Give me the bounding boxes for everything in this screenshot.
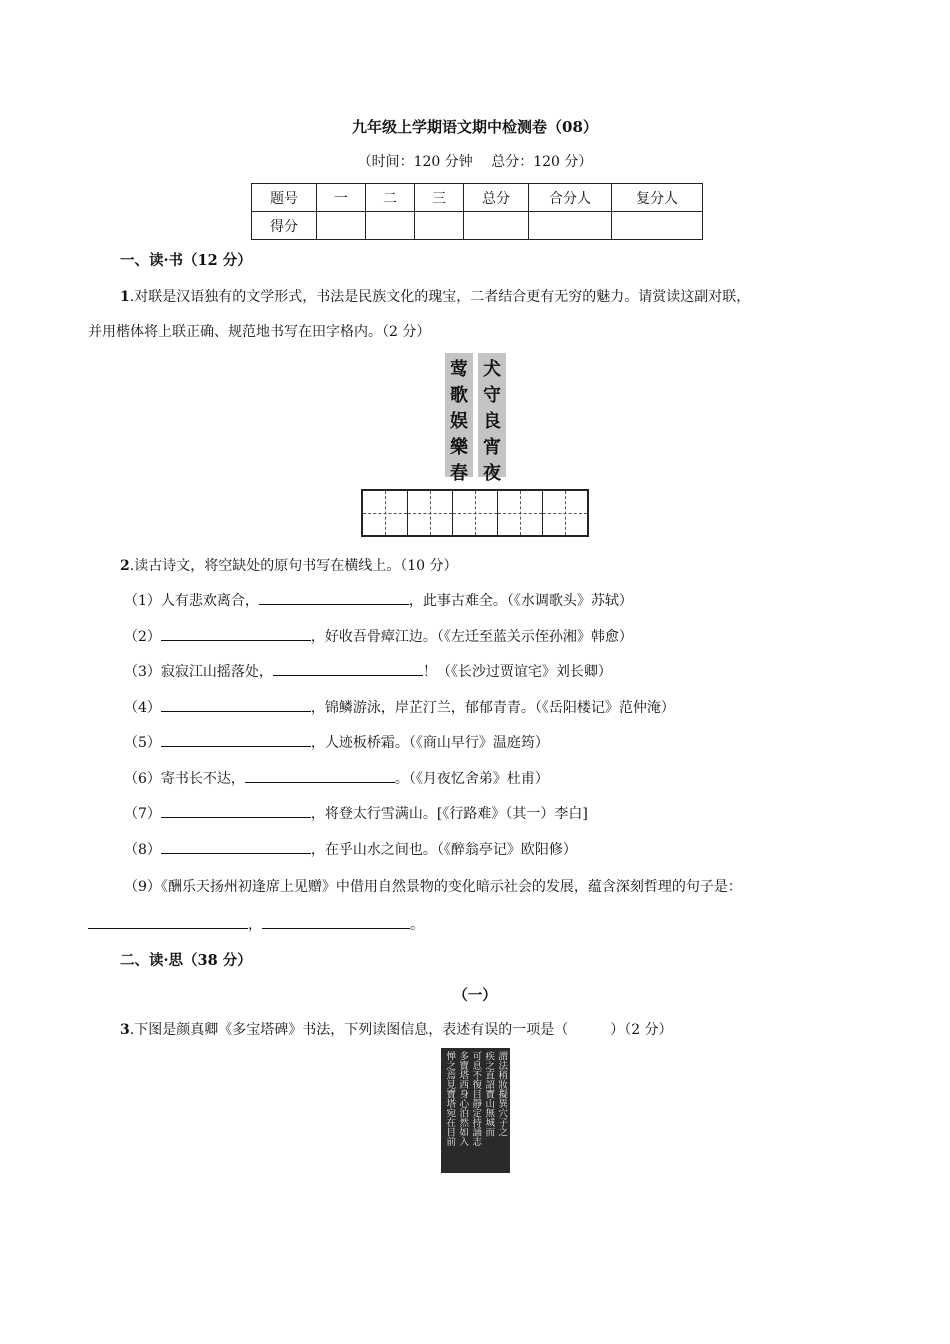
q3-text	[120, 1019, 673, 1039]
fill-item	[124, 803, 588, 823]
fill-blank[interactable]	[161, 839, 311, 854]
q1-text	[120, 286, 750, 306]
page-title: 九年级上学期语文期中检测卷（08）	[352, 118, 598, 136]
couplet-char: 守	[483, 385, 501, 406]
rubbing-column: 惮之焉見寶塔宛在目前	[444, 1051, 456, 1146]
fill-item-post: ，好收吾骨瘴江边。（《左迁至蓝关示侄孙湘》韩愈）	[310, 629, 633, 645]
fill-item	[124, 661, 612, 681]
couplet-char: 莺	[450, 359, 468, 380]
score-table	[251, 183, 703, 240]
fill-item-post: ，此事古难全。（《水调歌头》苏轼）	[408, 593, 633, 609]
couplet-char: 夜	[483, 463, 501, 484]
fill-blank[interactable]	[161, 803, 311, 818]
fill-item-pre: （8）	[124, 842, 161, 858]
fill-item-post: ！（《长沙过贾谊宅》刘长卿）	[422, 664, 612, 680]
score-table-row	[252, 212, 703, 240]
couplet-char: 歌	[450, 385, 468, 406]
score-header-cell: 二	[366, 184, 415, 212]
q1-text-line1: .对联是汉语独有的文学形式，书法是民族文化的瑰宝，二者结合更有无穷的魅力。请赏读这副对联，	[129, 289, 751, 305]
q2-text	[120, 555, 457, 575]
fill-item-9-answer	[88, 914, 424, 934]
fill-blank[interactable]	[259, 590, 409, 605]
fill-blank[interactable]	[161, 732, 311, 747]
couplet-char: 娱	[450, 411, 468, 432]
fill-blank[interactable]	[273, 661, 423, 676]
fill-item-end: 。	[410, 917, 424, 933]
tianzige-cell[interactable]	[363, 491, 408, 535]
score-header-cell: 总分	[464, 184, 529, 212]
couplet-char: 宵	[483, 437, 501, 458]
fill-item-pre: （4）	[124, 700, 161, 716]
couplet-left-scroll	[445, 353, 473, 484]
tianzige-writing-grid[interactable]	[361, 489, 589, 537]
fill-item-pre: （1）人有悲欢离合，	[124, 593, 259, 609]
fill-item-pre: （6）寄书长不达，	[124, 771, 245, 787]
fill-blank[interactable]	[262, 914, 410, 929]
fill-item	[124, 590, 633, 610]
fill-item	[124, 732, 549, 752]
part-label: （一）	[453, 987, 497, 1004]
exam-info: （时间：120 分钟 总分：120 分）	[357, 154, 593, 170]
tianzige-cell[interactable]	[453, 491, 498, 535]
score-header-cell: 三	[415, 184, 464, 212]
score-row-label: 得分	[252, 212, 317, 240]
section2-heading: 二、读·思（38 分）	[120, 952, 252, 969]
fill-item-post: ，人迹板桥霜。（《商山早行》温庭筠）	[310, 735, 549, 751]
fill-item-post: 。（《月夜忆舍弟》杜甫）	[394, 771, 549, 787]
fill-item-post: ，锦鳞游泳，岸芷汀兰，郁郁青青。（《岳阳楼记》范仲淹）	[310, 700, 675, 716]
rubbing-column: 可息不復目靜定持誦志	[470, 1051, 482, 1146]
q2-instruction: .读古诗文，将空缺处的原句书写在横线上。（10 分）	[129, 558, 458, 574]
q1-number: 1	[120, 289, 130, 305]
score-cell[interactable]	[464, 212, 529, 240]
fill-item-9-text: （9）《酬乐天扬州初逢席上见赠》中借用自然景物的变化暗示社会的发展，蕴含深刻哲理的句子是：	[124, 879, 742, 895]
couplet-right-scroll	[478, 353, 506, 484]
score-table-header-row	[252, 184, 703, 212]
tianzige-cell[interactable]	[543, 491, 587, 535]
fill-item-pre: （7）	[124, 806, 161, 822]
fill-item-pre: （2）	[124, 629, 161, 645]
fill-item	[124, 768, 549, 788]
q2-number: 2	[120, 558, 130, 574]
fill-item-pre: （5）	[124, 735, 161, 751]
fill-blank[interactable]	[161, 626, 311, 641]
fill-item-sep: ，	[248, 917, 262, 933]
tianzige-cell[interactable]	[408, 491, 453, 535]
score-cell[interactable]	[366, 212, 415, 240]
fill-blank[interactable]	[88, 914, 248, 929]
fill-item-post: ，将登太行雪满山。[《行路难》（其一）李白]	[310, 806, 588, 822]
score-header-cell: 复分人	[612, 184, 703, 212]
score-header-cell: 合分人	[529, 184, 612, 212]
score-cell[interactable]	[415, 212, 464, 240]
couplet-char: 良	[483, 411, 501, 432]
score-header-cell: 题号	[252, 184, 317, 212]
fill-blank[interactable]	[161, 697, 311, 712]
fill-item-post: ，在乎山水之间也。（《醉翁亭记》欧阳修）	[310, 842, 577, 858]
couplet-char: 犬	[483, 359, 501, 380]
q3-number: 3	[120, 1022, 130, 1038]
couplet-char: 樂	[450, 437, 468, 458]
fill-blank[interactable]	[245, 768, 395, 783]
fill-item	[124, 626, 633, 646]
score-header-cell: 一	[317, 184, 366, 212]
q1-text-line2: 并用楷体将上联正确、规范地书写在田字格内。（2 分）	[88, 324, 431, 340]
fill-item-pre: （3）寂寂江山摇落处，	[124, 664, 273, 680]
fill-item	[124, 697, 675, 717]
rubbing-column: 疾之直詔寶山無城而	[483, 1051, 495, 1137]
score-cell[interactable]	[317, 212, 366, 240]
score-cell[interactable]	[612, 212, 703, 240]
fill-item	[124, 839, 577, 859]
score-cell[interactable]	[529, 212, 612, 240]
rubbing-column: 謂法稍妝擬異穴子之	[496, 1051, 508, 1137]
tianzige-cell[interactable]	[498, 491, 543, 535]
couplet-char: 春	[450, 463, 468, 484]
calligraphy-rubbing-image	[441, 1048, 510, 1173]
rubbing-column: 多寶塔西身心泊然如入	[457, 1051, 469, 1146]
q3-instruction: .下图是颜真卿《多宝塔碑》书法，下列读图信息，表述有误的一项是（ ）（2 分）	[129, 1022, 673, 1038]
section1-heading: 一、读·书（12 分）	[120, 252, 252, 269]
